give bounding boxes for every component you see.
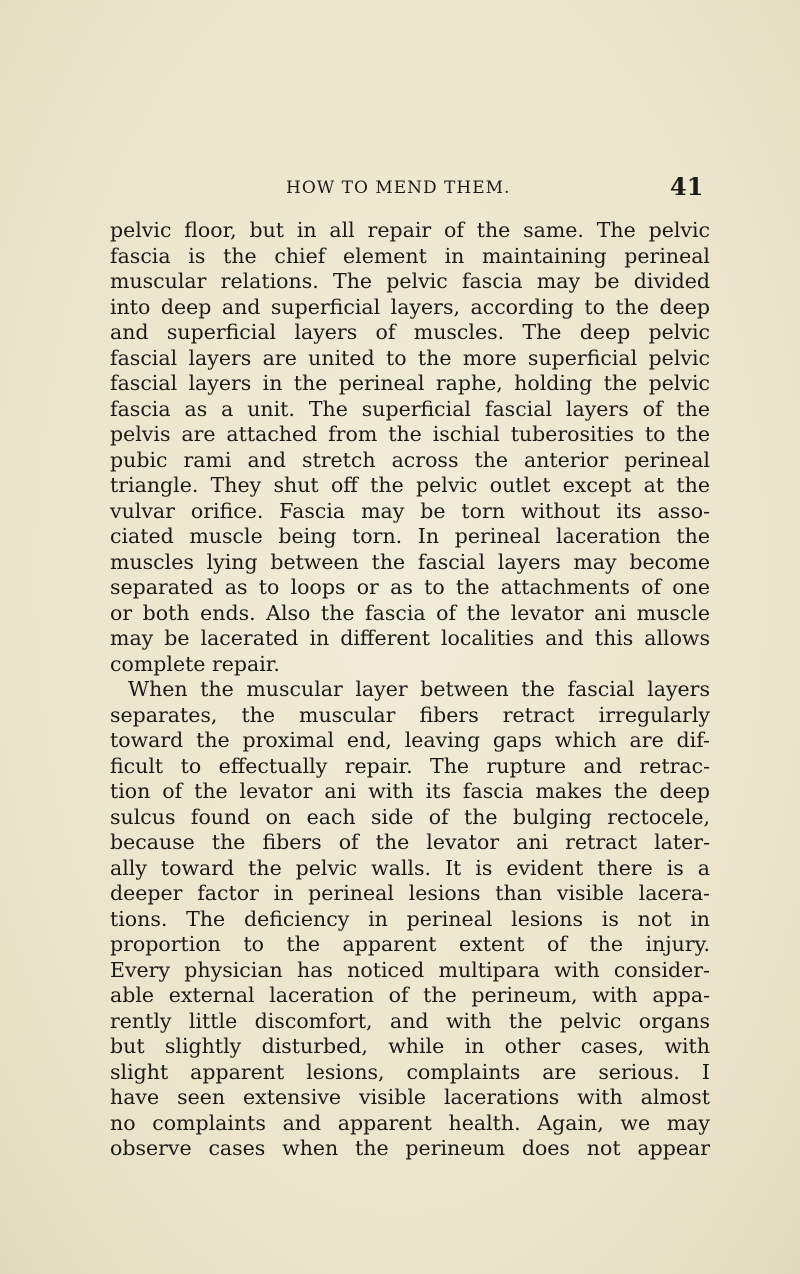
text-line: triangle. They shut off the pelvic outlet except at the — [110, 473, 710, 497]
text-line: sulcus found on each side of the bulging rectocele, — [110, 804, 710, 829]
body-text — [110, 218, 710, 1162]
text-line: ciated muscle being torn. In perineal laceration the — [110, 524, 710, 548]
text-line: observe cases when the perineum does not appear — [110, 1136, 710, 1160]
text-line: into deep and superficial layers, according to the deep — [110, 294, 710, 319]
text-line: pelvic floor, but in all repair of the same. The pelvic — [110, 218, 710, 242]
text-line: toward the proximal end, leaving gaps which are dif- — [110, 728, 710, 752]
text-line: ally toward the pelvic walls. It is evident there is a — [110, 855, 710, 880]
text-line: pelvis are attached from the ischial tuberosities to the — [110, 422, 710, 446]
text-line: proportion to the apparent extent of the injury. — [110, 932, 710, 956]
text-line: fascia as a unit. The superficial fascial layers of the — [110, 396, 710, 421]
text-line: vulvar orifice. Fascia may be torn without its asso- — [110, 498, 710, 523]
text-line: separated as to loops or as to the attachments of one — [110, 575, 710, 599]
text-line: fascia is the chief element in maintaining perineal — [110, 243, 710, 268]
text-line: but slightly disturbed, while in other cases, with — [110, 1034, 710, 1058]
text-line: ficult to effectually repair. The rupture and retrac- — [110, 753, 710, 778]
text-line: muscular relations. The pelvic fascia may be divided — [110, 269, 710, 293]
text-line: slight apparent lesions, complaints are serious. I — [110, 1059, 710, 1084]
text-line: muscles lying between the fascial layers may become — [110, 549, 710, 574]
page-header — [286, 172, 704, 202]
text-line: may be lacerated in different localities and this allows — [110, 626, 710, 650]
text-line: able external laceration of the perineum, with appa- — [110, 983, 710, 1007]
running-title: HOW TO MEND THEM. — [286, 178, 511, 198]
paragraph-start-line: When the muscular layer between the fascial layers — [128, 677, 710, 701]
text-line: fascial layers are united to the more superficial pelvic — [110, 345, 710, 370]
text-line: have seen extensive visible lacerations with almost — [110, 1085, 710, 1109]
text-line: tion of the levator ani with its fascia makes the deep — [110, 779, 710, 803]
text-line: because the fibers of the levator ani retract later- — [110, 830, 710, 854]
text-line: no complaints and apparent health. Again, we may — [110, 1110, 710, 1135]
text-line: separates, the muscular fibers retract irregularly — [110, 702, 710, 727]
text-line: tions. The deficiency in perineal lesions is not in — [110, 906, 710, 931]
text-line: and superficial layers of muscles. The deep pelvic — [110, 320, 710, 344]
text-line: deeper factor in perineal lesions than visible lacera- — [110, 881, 710, 905]
page-number: 41 — [670, 172, 704, 201]
text-line: or both ends. Also the fascia of the levator ani muscle — [110, 600, 710, 625]
text-line: Every physician has noticed multipara with consider- — [110, 957, 710, 982]
text-line: pubic rami and stretch across the anterior perineal — [110, 447, 710, 472]
text-line: fascial layers in the perineal raphe, holding the pelvic — [110, 371, 710, 395]
text-line: rently little discomfort, and with the pelvic organs — [110, 1008, 710, 1033]
paragraph-end-line: complete repair. — [110, 651, 280, 676]
